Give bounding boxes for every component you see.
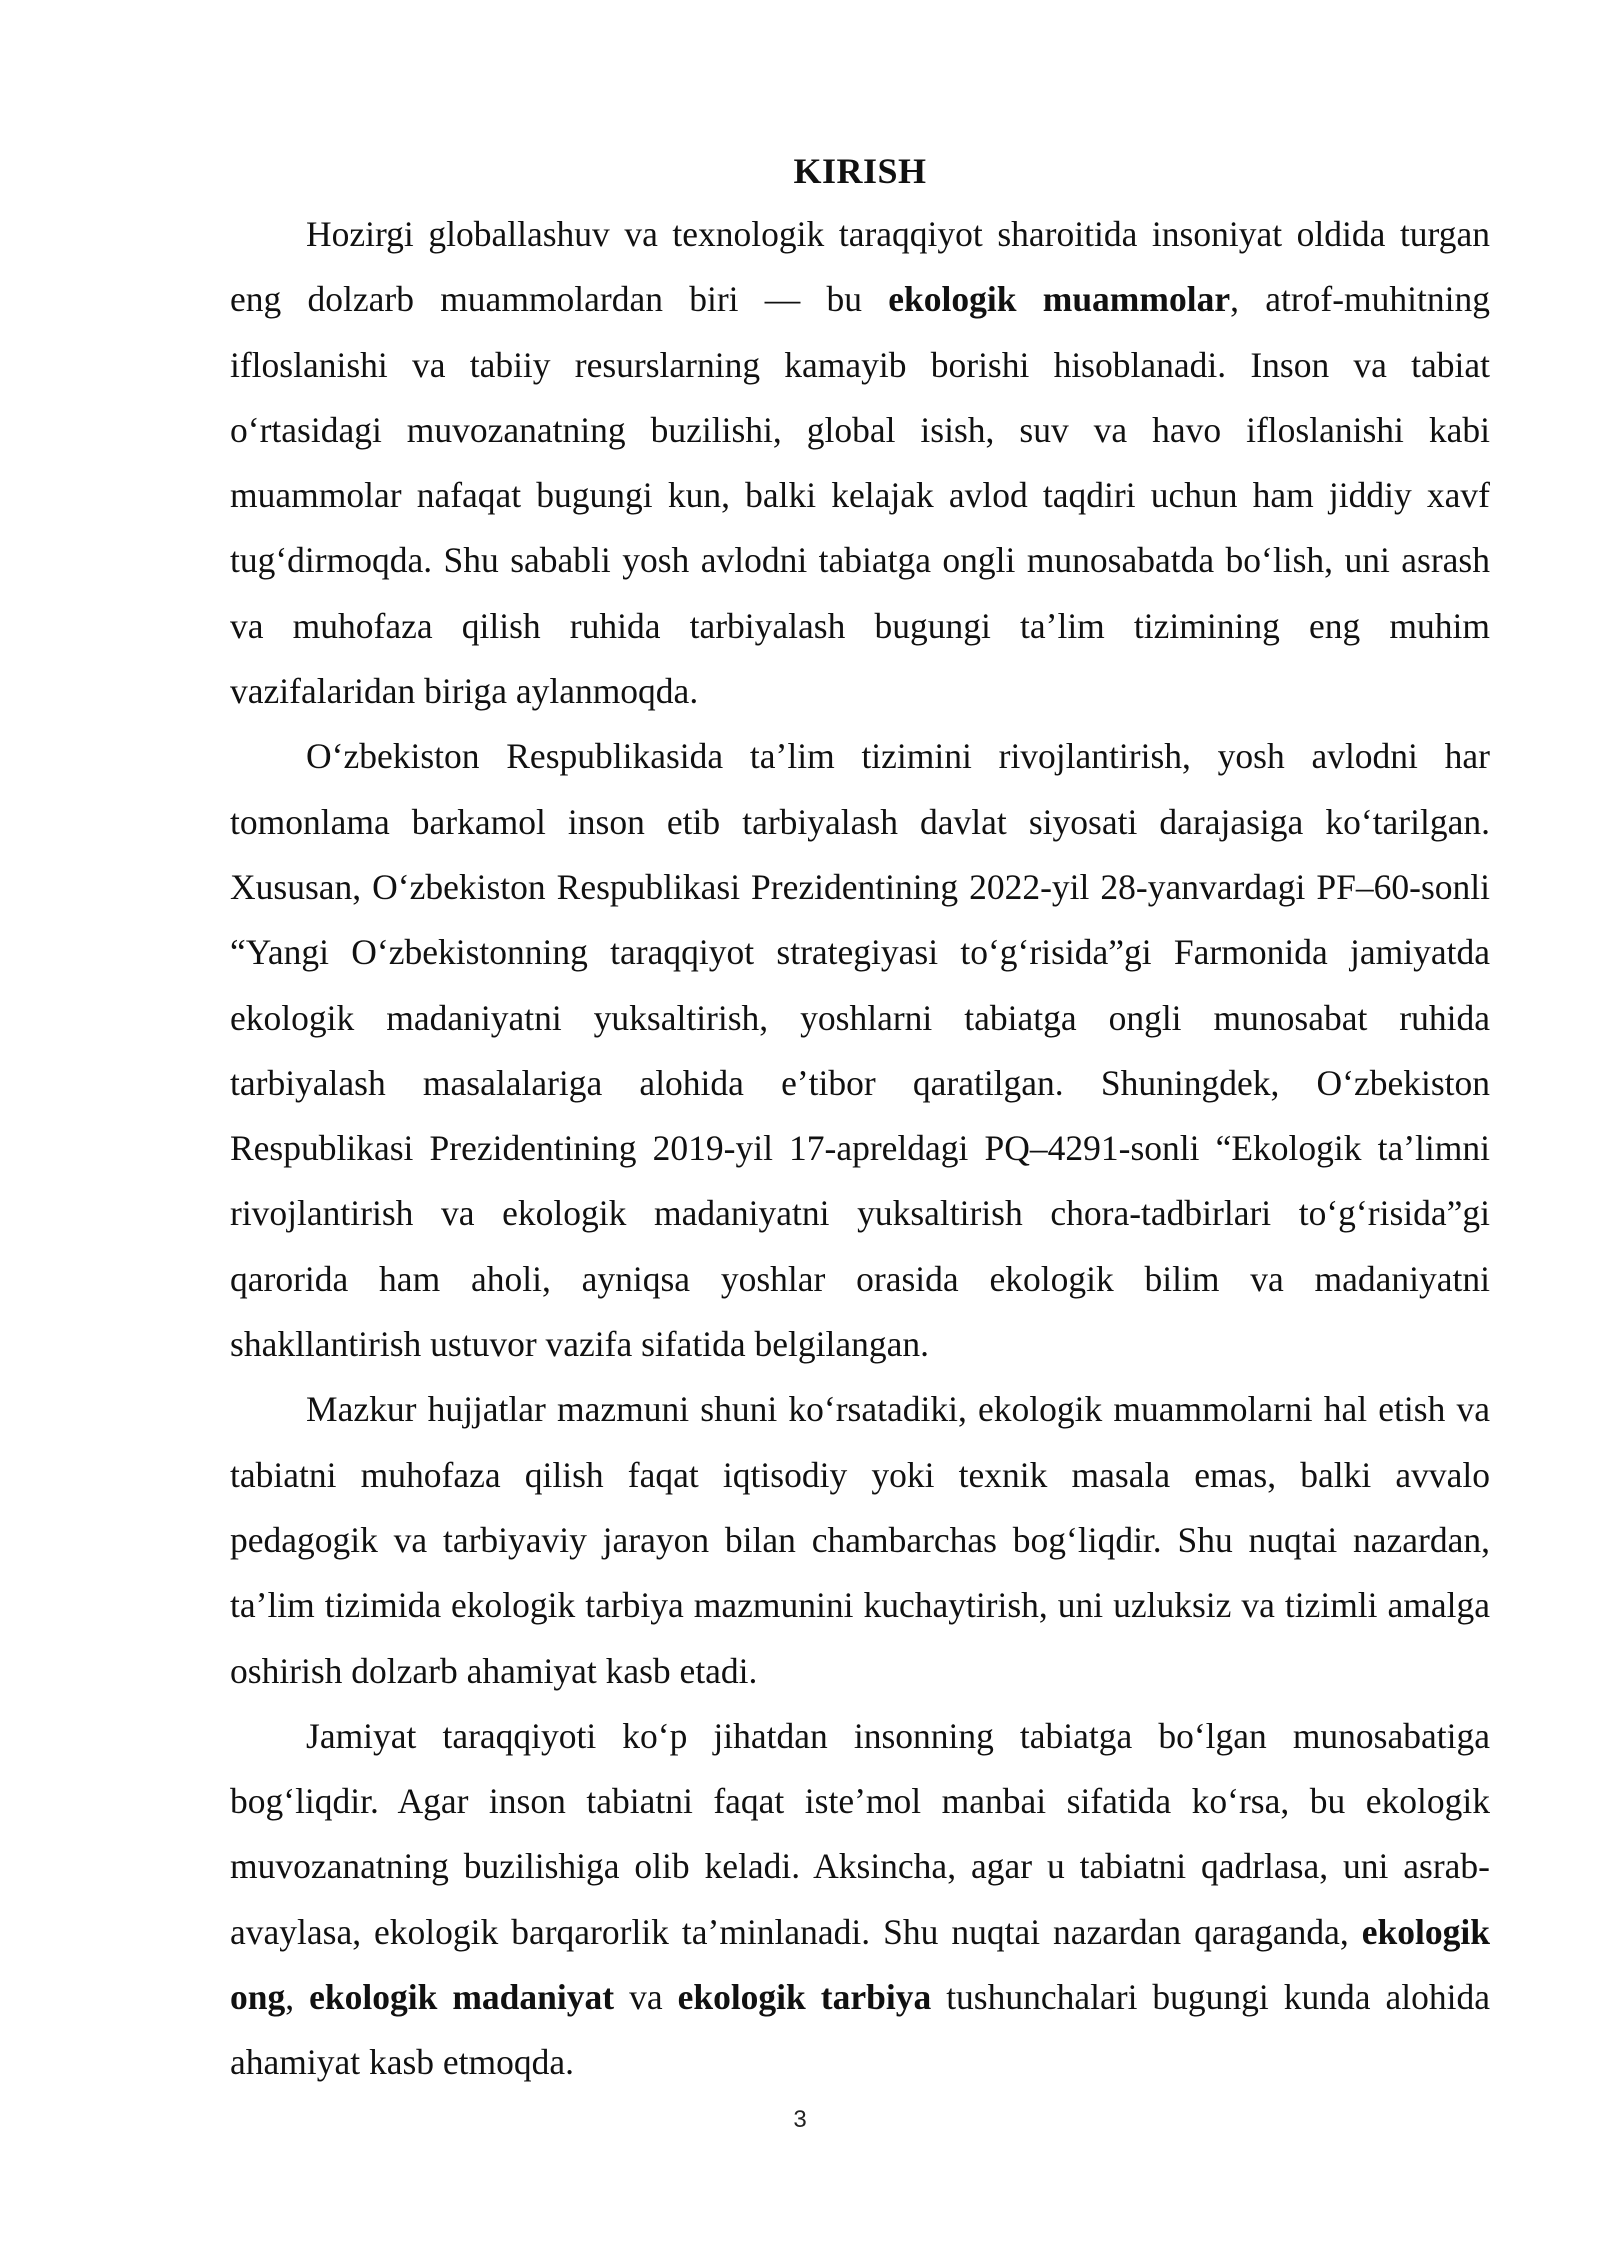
paragraph-3	[230, 1377, 1490, 1703]
paragraph-text: Jamiyat taraqqiyoti koʻp jihatdan insonning tabiatga boʻlgan munosabatiga bogʻliqdir. Agar inson tabiatni faqat isteʼmol manbai sifatida koʻrsa, bu ekologik muvozanatning buzilishiga olib keladi. Aksincha, agar u tabiatni qadrlasa, uni asrab-avaylasa, ekologik barqarorlik taʼminlanadi. Shu nuqtai nazardan qaraganda,	[230, 1715, 1490, 1952]
page-title: KIRISH	[793, 151, 927, 191]
page-number: 3	[793, 2106, 807, 2133]
paragraph-1	[230, 202, 1490, 724]
paragraph-text: tushunchalari bugungi kunda alohida ahamiyat kasb etmoqda.	[230, 1977, 1491, 2083]
paragraph-text: , atrof-muhitning ifloslanishi va tabiiy resurslarning kamayib borishi hisoblanadi. Inson va tabiat oʻrtasidagi muvozanatning buzilishi, global isish, suv va havo ifloslanishi kabi muammolar nafaqat bugungi kun, balki kelajak avlod taqdiri uchun ham jiddiy xavf tugʻdirmoqda. Shu sababli yosh avlodni tabiatga ongli munosabatda boʻlish, uni asrash va muhofaza qilish ruhida tarbiyalash bugungi taʼlim tizimining eng muhim vazifalaridan biriga aylanmoqda.	[230, 279, 1490, 712]
page-content	[230, 148, 1490, 2096]
paragraph-2	[230, 724, 1490, 1377]
paragraph-text: Hozirgi globallashuv va texnologik taraqqiyot sharoitida insoniyat oldida turgan eng dolzarb muammolardan biri — bu	[230, 214, 1490, 320]
bold-term: ekologik muammolar	[888, 279, 1231, 320]
paragraph-text: Oʻzbekiston Respublikasida taʼlim tizimini rivojlantirish, yosh avlodni har tomonlama barkamol inson etib tarbiyalash davlat siyosati darajasiga koʻtarilgan. Xususan, Oʻzbekiston Respublikasi Prezidentining 2022-yil 28-yanvardagi PF–60-sonli “Yangi Oʻzbekistonning taraqqiyot strategiyasi toʻgʻrisida”gi Farmonida jamiyatda ekologik madaniyatni yuksaltirish, yoshlarni tabiatga ongli munosabat ruhida tarbiyalash masalalariga alohida eʼtibor qaratilgan. Shuningdek, Oʻzbekiston Respublikasi Prezidentining 2019-yil 17-apreldagi PQ–4291-sonli “Ekologik taʼlimni rivojlantirish va ekologik madaniyatni yuksaltirish chora-tadbirlari toʻgʻrisida”gi qarorida ham aholi, ayniqsa yoshlar orasida ekologik bilim va madaniyatni shakllantirish ustuvor vazifa sifatida belgilangan.	[230, 736, 1490, 1365]
paragraph-text: Mazkur hujjatlar mazmuni shuni koʻrsatadiki, ekologik muammolarni hal etish va tabiatni muhofaza qilish faqat iqtisodiy yoki texnik masala emas, balki avvalo pedagogik va tarbiyaviy jarayon bilan chambarchas bogʻliqdir. Shu nuqtai nazardan, taʼlim tizimida ekologik tarbiya mazmunini kuchaytirish, uni uzluksiz va tizimli amalga oshirish dolzarb ahamiyat kasb etadi.	[230, 1389, 1490, 1691]
bold-term: ekologik madaniyat	[309, 1977, 615, 2018]
paragraph-text: ,	[285, 1977, 310, 2018]
bold-term: ekologik ong	[230, 1911, 1490, 2018]
paragraph-text: va	[614, 1977, 678, 2018]
bold-term: ekologik tarbiya	[677, 1977, 932, 2018]
paragraph-4	[230, 1704, 1490, 2096]
